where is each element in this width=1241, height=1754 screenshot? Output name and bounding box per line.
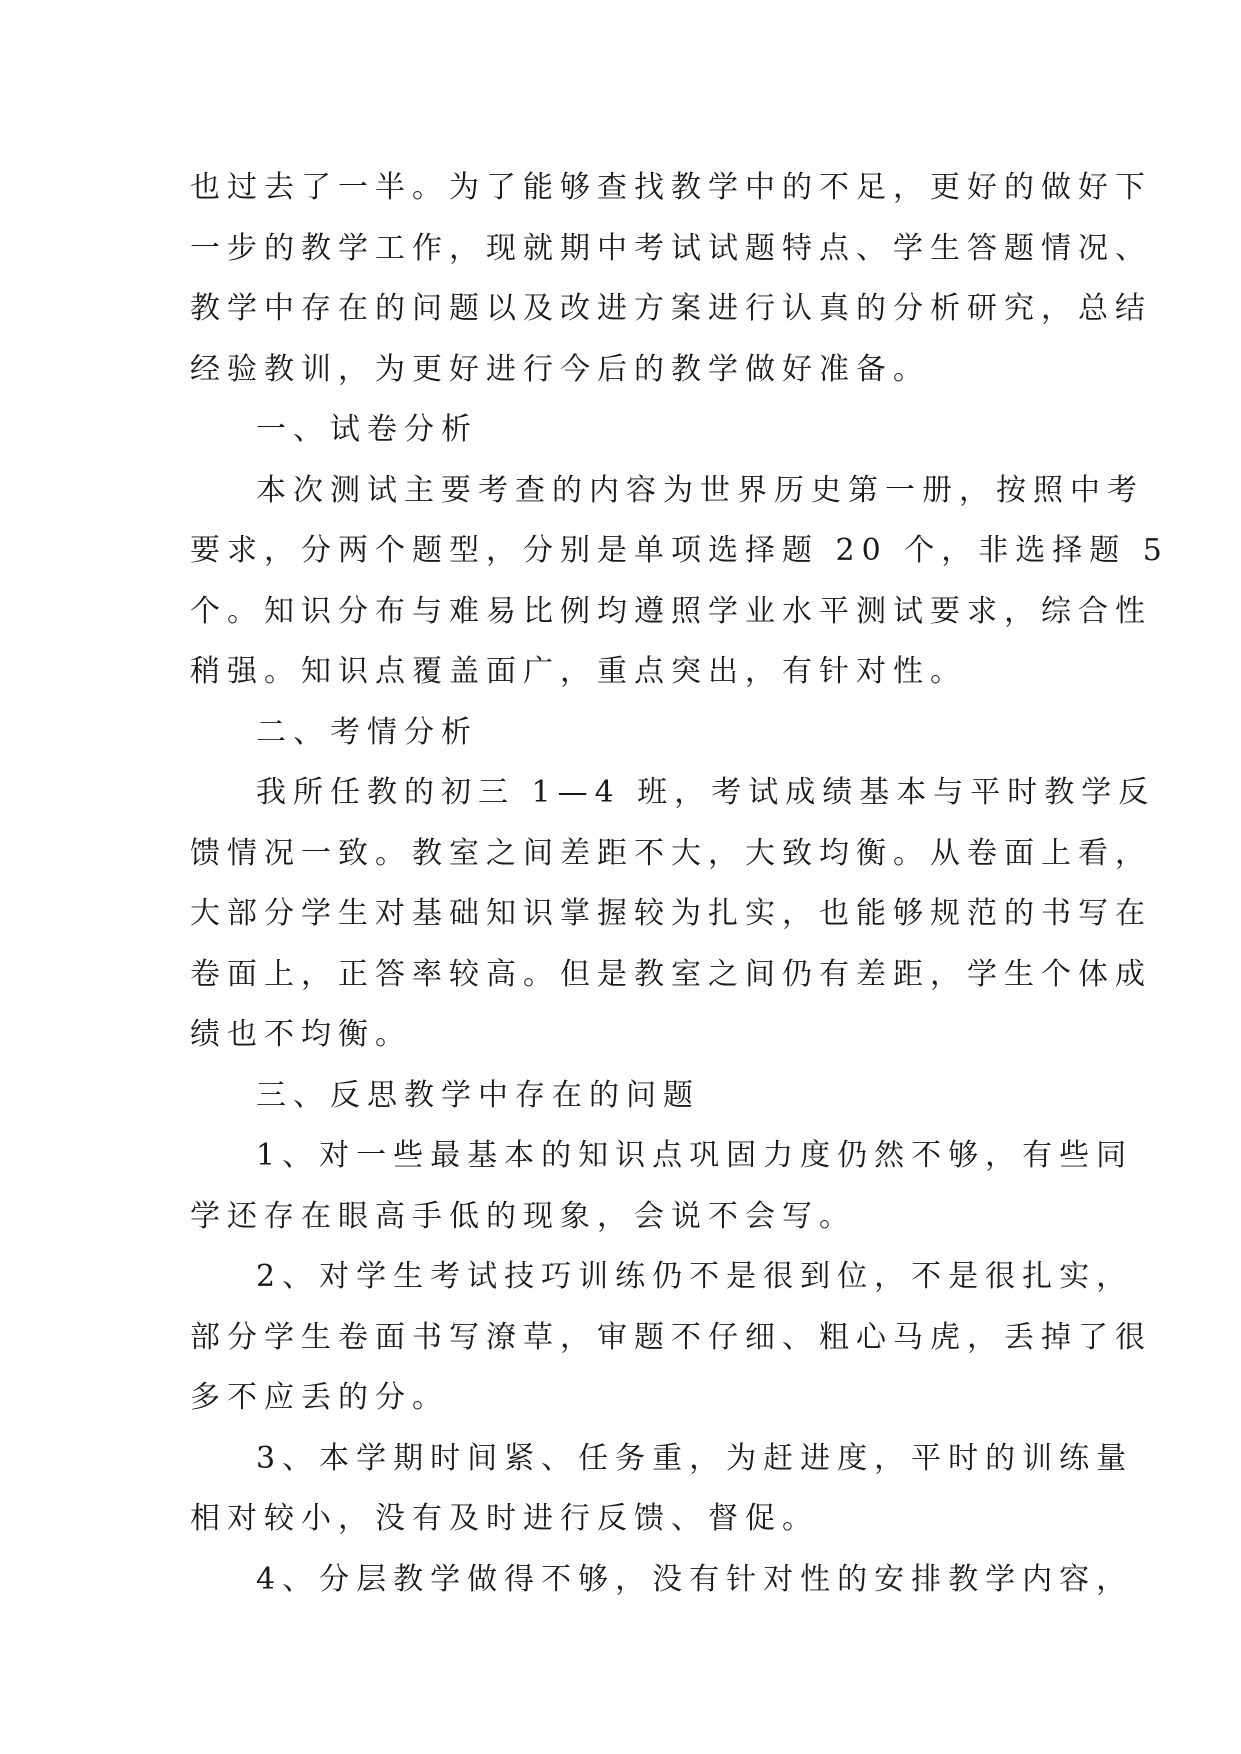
paragraph-line: 馈情况一致。教室之间差距不大，大致均衡。从卷面上看， — [190, 835, 1152, 871]
list-item-line: 部分学生卷面书写潦草，审题不仔细、粗心马虎，丢掉了很 — [190, 1319, 1152, 1355]
paragraph-line: 教学中存在的问题以及改进方案进行认真的分析研究，总结 — [190, 291, 1152, 326]
section-heading: 三、反思教学中存在的问题 — [256, 1077, 700, 1113]
paragraph-line: 我所任教的初三 1—4 班，考试成绩基本与平时教学反 — [256, 775, 1156, 810]
section-heading: 二、考情分析 — [256, 714, 478, 750]
list-item-line: 相对较小，没有及时进行反馈、督促。 — [190, 1501, 819, 1536]
list-item-line: 学还存在眼高手低的现象，会说不会写。 — [190, 1198, 856, 1234]
list-item-line: 多不应丢的分。 — [190, 1380, 449, 1415]
list-item-line: 3、本学期时间紧、任务重，为赶进度，平时的训练量 — [256, 1440, 1134, 1476]
paragraph-line: 也过去了一半。为了能够查找教学中的不足，更好的做好下 — [190, 170, 1152, 205]
paragraph-line: 稍强。知识点覆盖面广，重点突出，有针对性。 — [190, 654, 967, 689]
section-heading: 一、试卷分析 — [256, 412, 478, 447]
paragraph-line: 绩也不均衡。 — [190, 1017, 412, 1052]
paragraph-line: 卷面上，正答率较高。但是教室之间仍有差距，学生个体成 — [190, 956, 1152, 992]
paragraph-line: 大部分学生对基础知识掌握较为扎实，也能够规范的书写在 — [190, 896, 1152, 931]
list-item-line: 4、分层教学做得不够，没有针对性的安排教学内容， — [256, 1561, 1134, 1597]
document-body — [190, 158, 1169, 1610]
paragraph-line: 个。知识分布与难易比例均遵照学业水平测试要求，综合性 — [190, 593, 1152, 629]
paragraph-line: 本次测试主要考查的内容为世界历史第一册，按照中考 — [256, 472, 1144, 508]
paragraph-line: 要求，分两个题型，分别是单项选择题 20 个，非选择题 5 — [190, 533, 1169, 568]
list-item-line: 2、对学生考试技巧训练仍不是很到位，不是很扎实， — [256, 1259, 1134, 1294]
paragraph-line: 一步的教学工作，现就期中考试试题特点、学生答题情况、 — [190, 230, 1152, 266]
list-item-line: 1、对一些最基本的知识点巩固力度仍然不够，有些同 — [256, 1138, 1134, 1173]
paragraph-line: 经验教训，为更好进行今后的教学做好准备。 — [190, 351, 930, 387]
